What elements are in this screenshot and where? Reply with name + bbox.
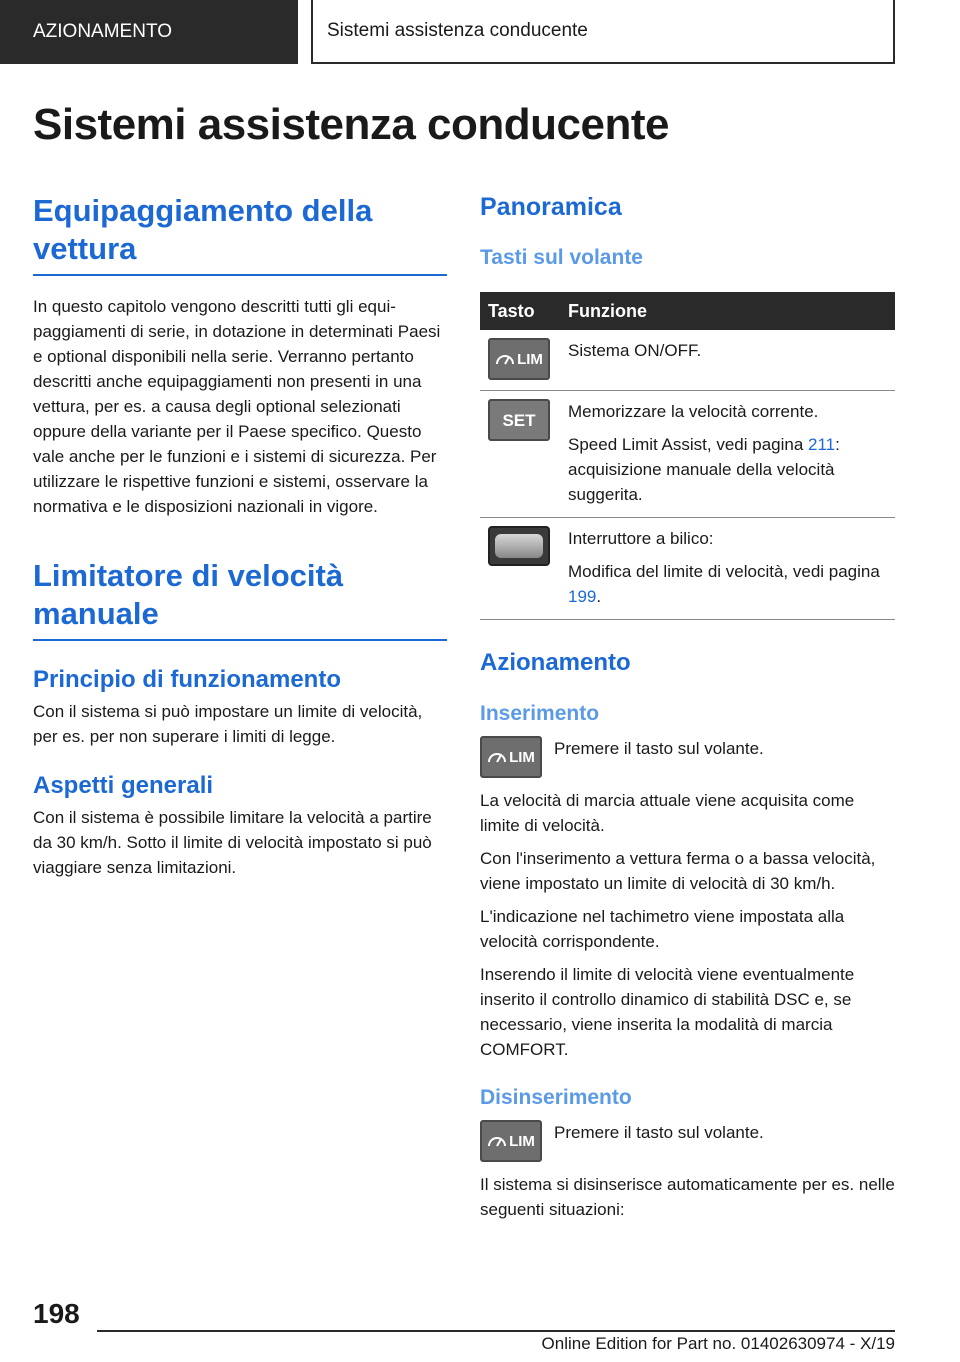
general-text: Con il sistema è possibile limitare la velocità a partire da 30 km/h. Sotto il limite di velocità impostato si può viaggiare senza limitazioni. [33, 808, 432, 877]
deactivation-instruction [480, 1120, 895, 1162]
header-section [0, 0, 298, 64]
table-header-key: Tasto [480, 292, 560, 330]
activation-press-text: Premere il tasto sul volante. [554, 739, 764, 758]
speedometer-icon [495, 351, 515, 367]
set-label: SET [502, 410, 536, 430]
table-header-row [480, 292, 895, 330]
lim-button-icon: LIM [480, 736, 542, 778]
header-section-label: AZIONAMENTO [33, 21, 172, 42]
table-header-function: Funzione [560, 292, 895, 330]
page-title: Sistemi assistenza conducente [33, 100, 669, 149]
buttons-heading: Tasti sul volante [480, 246, 643, 269]
footer-divider [97, 1330, 895, 1332]
speedometer-icon [487, 1133, 507, 1149]
speedometer-icon [487, 749, 507, 765]
page-number: 198 [33, 1298, 80, 1329]
row-text: Interruttore a bilico: [568, 529, 714, 548]
table-row [480, 330, 895, 391]
principle-heading: Principio di funzionamento [33, 666, 341, 693]
deactivation-press-text: Premere il tasto sul volante. [554, 1123, 764, 1142]
lim-label: LIM [517, 350, 543, 368]
footer-edition: Online Edition for Part no. 01402630974 - X/19 [541, 1334, 895, 1353]
activation-heading: Inserimento [480, 702, 600, 725]
principle-text: Con il sistema si può impostare un limite di velocità, per es. per non superare i limiti di legge. [33, 702, 423, 746]
header-chapter [311, 0, 895, 64]
lim-button-icon: LIM [480, 1120, 542, 1162]
row-text: Memorizzare la velocità corrente. [568, 402, 819, 421]
deactivation-heading: Disinserimento [480, 1086, 632, 1109]
lim-button-icon [488, 338, 550, 380]
activation-text-4: Inserendo il limite di velocità viene eventualmente inserito il controllo dinamico di stabilità DSC e, se necessario, viene inserita la modalità di marcia COMFORT. [480, 965, 855, 1059]
general-heading: Aspetti generali [33, 772, 214, 799]
activation-text-1: La velocità di marcia attuale viene acquisita come limite di velocità. [480, 791, 855, 835]
set-button-icon [488, 399, 550, 441]
row-text: Sistema ON/OFF. [568, 341, 702, 360]
page-link-199[interactable]: 199 [568, 587, 597, 606]
row-text: Modifica del limite di velocità, vedi pagina 199. [568, 562, 880, 606]
table-row [480, 391, 895, 518]
overview-heading: Panoramica [480, 193, 622, 221]
activation-text-2: Con l'inserimento a vettura ferma o a bassa velocità, viene impostato un limite di velocità di 30 km/h. [480, 849, 876, 893]
equipment-heading: Equipaggiamento della vettura [33, 192, 447, 276]
left-column [33, 192, 447, 880]
activation-instruction [480, 736, 895, 778]
activation-text-3: L'indicazione nel tachimetro viene impostata alla velocità corrispondente. [480, 907, 845, 951]
header-chapter-label: Sistemi assistenza conducente [327, 20, 588, 41]
deactivation-text-1: Il sistema si disinserisce automaticamente per es. nelle seguenti situazioni: [480, 1175, 895, 1219]
rocker-switch-icon [488, 526, 550, 566]
limiter-heading: Limitatore di velocità manuale [33, 557, 447, 641]
operation-heading: Azionamento [480, 649, 631, 676]
row-text: Speed Limit Assist, vedi pagina 211: acquisizione manuale della velocità suggerita. [568, 435, 840, 504]
equipment-text: In questo capitolo vengono descritti tutti gli equipaggiamenti di serie, in dotazione in determinati Paesi e optional disponibili nella serie. Verranno pertanto descritti anche equipaggiamenti non presenti in una vettura, per es. a causa degli optional selezionati oppure della variante per il Paese specifico. Questo vale anche per le funzioni e i sistemi di sicurezza. Per utilizzare le rispettive funzioni e sistemi, osservare la normativa e le disposizioni nazionali in vigore. [33, 297, 441, 516]
page-link-211[interactable]: 211 [808, 435, 836, 454]
right-column [480, 192, 895, 1222]
buttons-table [480, 292, 895, 620]
table-row [480, 518, 895, 620]
